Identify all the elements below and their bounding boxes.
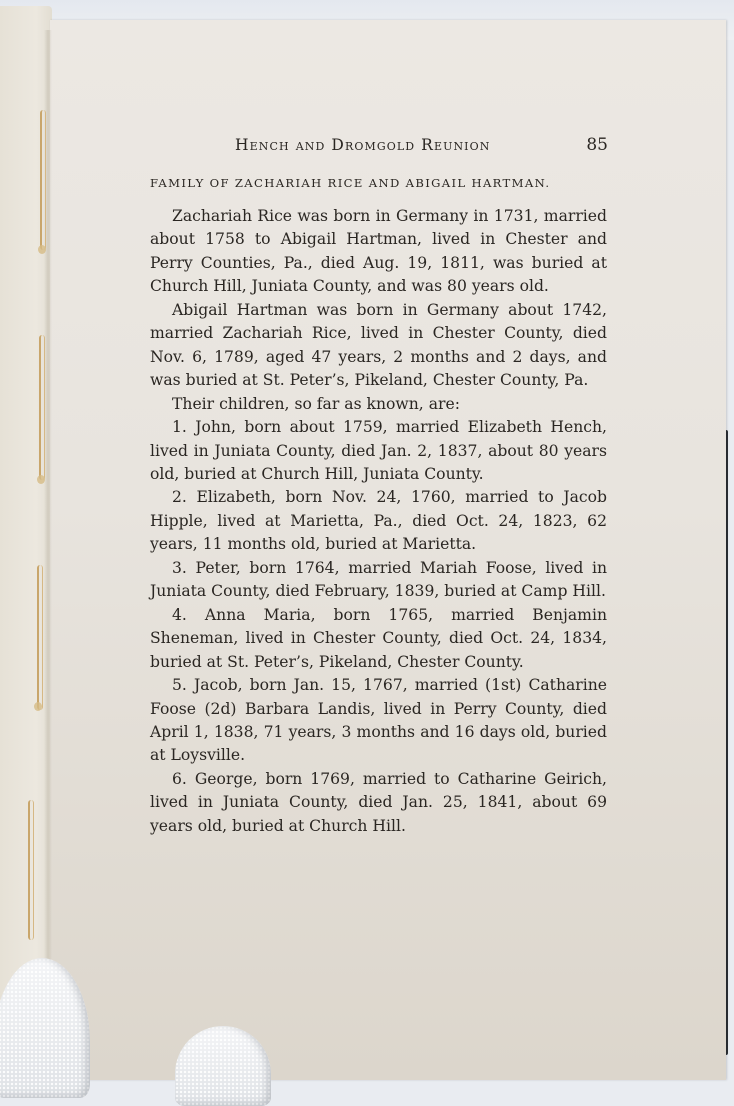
binding-thread	[40, 110, 46, 250]
list-item-child-3: 3. Peter, born 1764, married Mariah Foose, lived in Juniata County, died February, 1839, buried at Camp Hill.	[150, 558, 607, 601]
list-item-child-5: 5. Jacob, born Jan. 15, 1767, married (1st) Catharine Foose (2d) Barbara Landis, lived in Perry County, died April 1, 1838, 71 years, 3 months and 16 days old, buried at Loysville.	[150, 676, 607, 765]
paragraph-children-intro: Their children, so far as known, are:	[172, 394, 460, 413]
paragraph-zachariah: Zachariah Rice was born in Germany in 1731, married about 1758 to Abigail Hartman, lived in Chester and Perry Counties, Pa., died Aug. 19, 1811, was buried at Church Hill, Juniata County, and was 80 years old.	[150, 207, 607, 296]
running-title: Hench and Dromgold Reunion	[235, 136, 491, 154]
page-number: 85	[586, 135, 608, 155]
page-header	[150, 136, 610, 160]
binding-thread	[37, 565, 43, 710]
binding-knot	[34, 702, 42, 711]
body-text	[150, 205, 607, 838]
list-item-child-1: 1. John, born about 1759, married Elizabeth Hench, lived in Juniata County, died Jan. 2, 1837, about 80 years old, buried at Church Hill, Juniata County.	[150, 418, 607, 483]
paragraph-abigail: Abigail Hartman was born in Germany about 1742, married Zachariah Rice, lived in Chester County, died Nov. 6, 1789, aged 47 years, 2 months and 2 days, and was buried at St. Peter’s, Pikeland, Chester County, Pa.	[150, 300, 607, 390]
binding-thread	[39, 335, 45, 480]
binding-knot	[38, 245, 46, 254]
list-item-child-6: 6. George, born 1769, married to Catharine Geirich, lived in Juniata County, died Jan. 25, 1841, about 69 years old, buried at Church Hill.	[150, 769, 607, 835]
list-item-child-2: 2. Elizabeth, born Nov. 24, 1760, married to Jacob Hipple, lived at Marietta, Pa., died Oct. 24, 1823, 62 years, 11 months old, buried at Marietta.	[150, 488, 607, 554]
binding-knot	[37, 475, 45, 484]
section-heading: FAMILY OF ZACHARIAH RICE AND ABIGAIL HARTMAN.	[150, 176, 551, 190]
list-item-child-4: 4. Anna Maria, born 1765, married Benjamin Sheneman, lived in Chester County, died Oct. 24, 1834, buried at St. Peter’s, Pikeland, Chester County.	[150, 605, 607, 671]
binding-thread	[28, 800, 34, 940]
